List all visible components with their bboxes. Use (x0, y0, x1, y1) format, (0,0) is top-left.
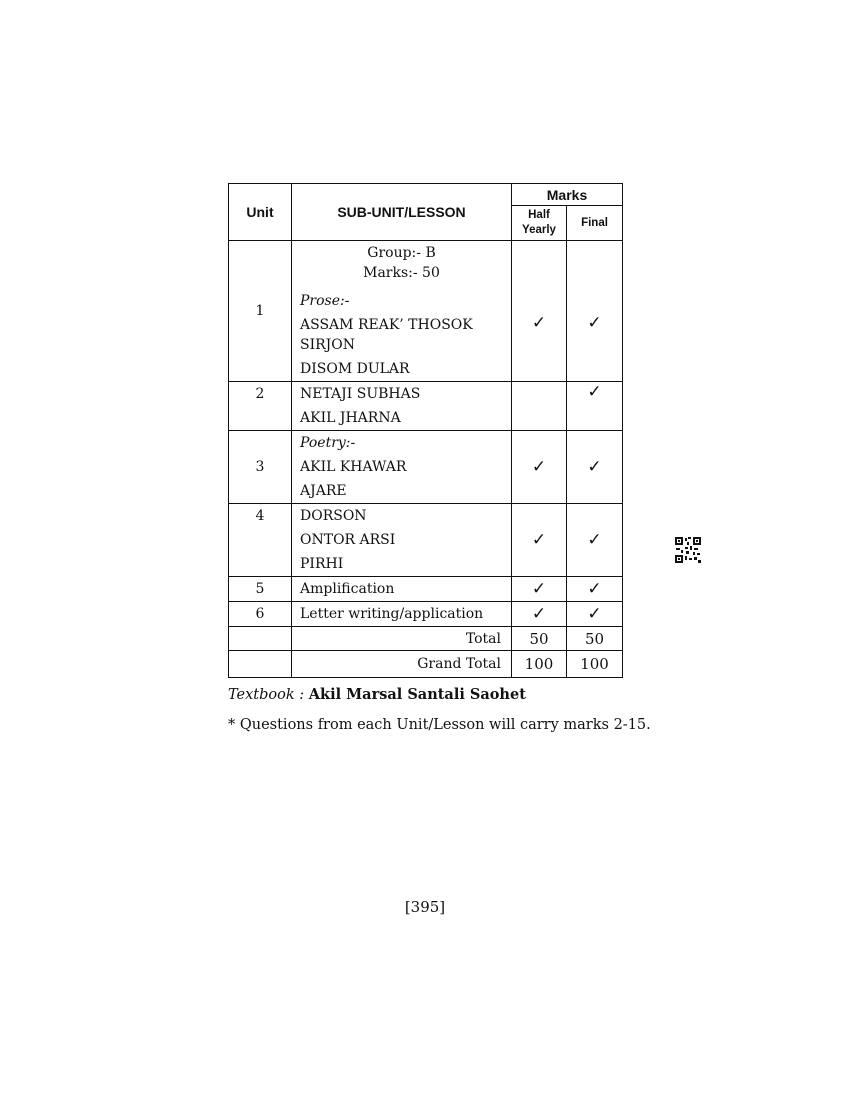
check-icon: ✓ (587, 313, 602, 333)
half-yearly-cell (512, 602, 567, 627)
check-icon: ✓ (531, 604, 547, 624)
table-row (229, 431, 623, 504)
marks-note: * Questions from each Unit/Lesson will carry marks 2-15. (228, 717, 651, 733)
sub-unit-cell (292, 602, 512, 627)
sub-unit-cell (292, 504, 512, 577)
header-marks: Marks (512, 184, 623, 206)
lesson-title: Letter writing/application (300, 606, 484, 622)
half-yearly-cell (512, 504, 567, 577)
section-heading: Prose:- (300, 293, 350, 309)
header-sub-unit: SUB-UNIT/LESSON (292, 184, 512, 241)
check-icon: ✓ (531, 530, 547, 550)
half-yearly-cell (512, 577, 567, 602)
check-icon: ✓ (531, 313, 547, 333)
final-cell (567, 602, 623, 627)
check-icon: ✓ (587, 530, 602, 550)
total-final: 50 (567, 627, 623, 651)
check-icon: ✓ (587, 579, 602, 599)
section-heading: Poetry:- (300, 435, 356, 451)
total-row (229, 627, 623, 651)
sub-unit-cell (292, 382, 512, 431)
unit-number: 6 (229, 602, 292, 627)
lesson-title: ONTOR ARSI (300, 532, 396, 548)
grand-total-row (229, 651, 623, 678)
check-icon: ✓ (587, 457, 602, 477)
half-yearly-cell (512, 241, 567, 382)
header-final: Final (567, 206, 623, 241)
sub-unit-cell (292, 241, 512, 382)
table-row (229, 577, 623, 602)
half-yearly-cell (512, 431, 567, 504)
unit-number: 2 (229, 382, 292, 431)
textbook-label: Textbook : (228, 687, 305, 703)
total-label: Total (292, 627, 512, 651)
lesson-title: ASSAM REAK’ THOSOK SIRJON (300, 317, 473, 353)
lesson-title: PIRHI (300, 556, 344, 572)
final-cell (567, 577, 623, 602)
qr-code-icon (675, 537, 701, 563)
table-row (229, 241, 623, 382)
final-cell (567, 431, 623, 504)
lesson-title: NETAJI SUBHAS (300, 386, 421, 402)
final-cell (567, 382, 623, 431)
grand-total-label: Grand Total (292, 651, 512, 678)
check-icon: ✓ (587, 382, 602, 402)
syllabus-table (228, 183, 623, 678)
lesson-title: DISOM DULAR (300, 361, 410, 377)
check-icon: ✓ (531, 457, 547, 477)
check-icon: ✓ (531, 579, 547, 599)
sub-unit-cell (292, 431, 512, 504)
half-yearly-cell (512, 382, 567, 431)
sub-unit-cell (292, 577, 512, 602)
final-cell (567, 504, 623, 577)
lesson-title: AKIL KHAWAR (300, 459, 407, 475)
header-unit: Unit (229, 184, 292, 241)
total-half-yearly: 50 (512, 627, 567, 651)
textbook-title: Akil Marsal Santali Saohet (308, 686, 526, 703)
lesson-title: DORSON (300, 508, 367, 524)
check-icon: ✓ (587, 604, 602, 624)
lesson-title: AKIL JHARNA (300, 410, 401, 426)
empty-cell (229, 627, 292, 651)
header-half-yearly: Half Yearly (512, 206, 567, 241)
empty-cell (229, 651, 292, 678)
lesson-title: AJARE (300, 483, 347, 499)
textbook-line (228, 686, 526, 703)
group-heading: Group:- B (367, 245, 436, 261)
table-row (229, 602, 623, 627)
lesson-title: Amplification (300, 581, 395, 597)
grand-total-half-yearly: 100 (512, 651, 567, 678)
unit-number: 3 (229, 431, 292, 504)
table-row (229, 382, 623, 431)
grand-total-final: 100 (567, 651, 623, 678)
page-number: [395] (404, 898, 446, 916)
final-cell (567, 241, 623, 382)
group-marks: Marks:- 50 (363, 265, 440, 281)
unit-number: 5 (229, 577, 292, 602)
unit-number: 4 (229, 504, 292, 577)
table-row (229, 504, 623, 577)
unit-number: 1 (229, 241, 292, 382)
